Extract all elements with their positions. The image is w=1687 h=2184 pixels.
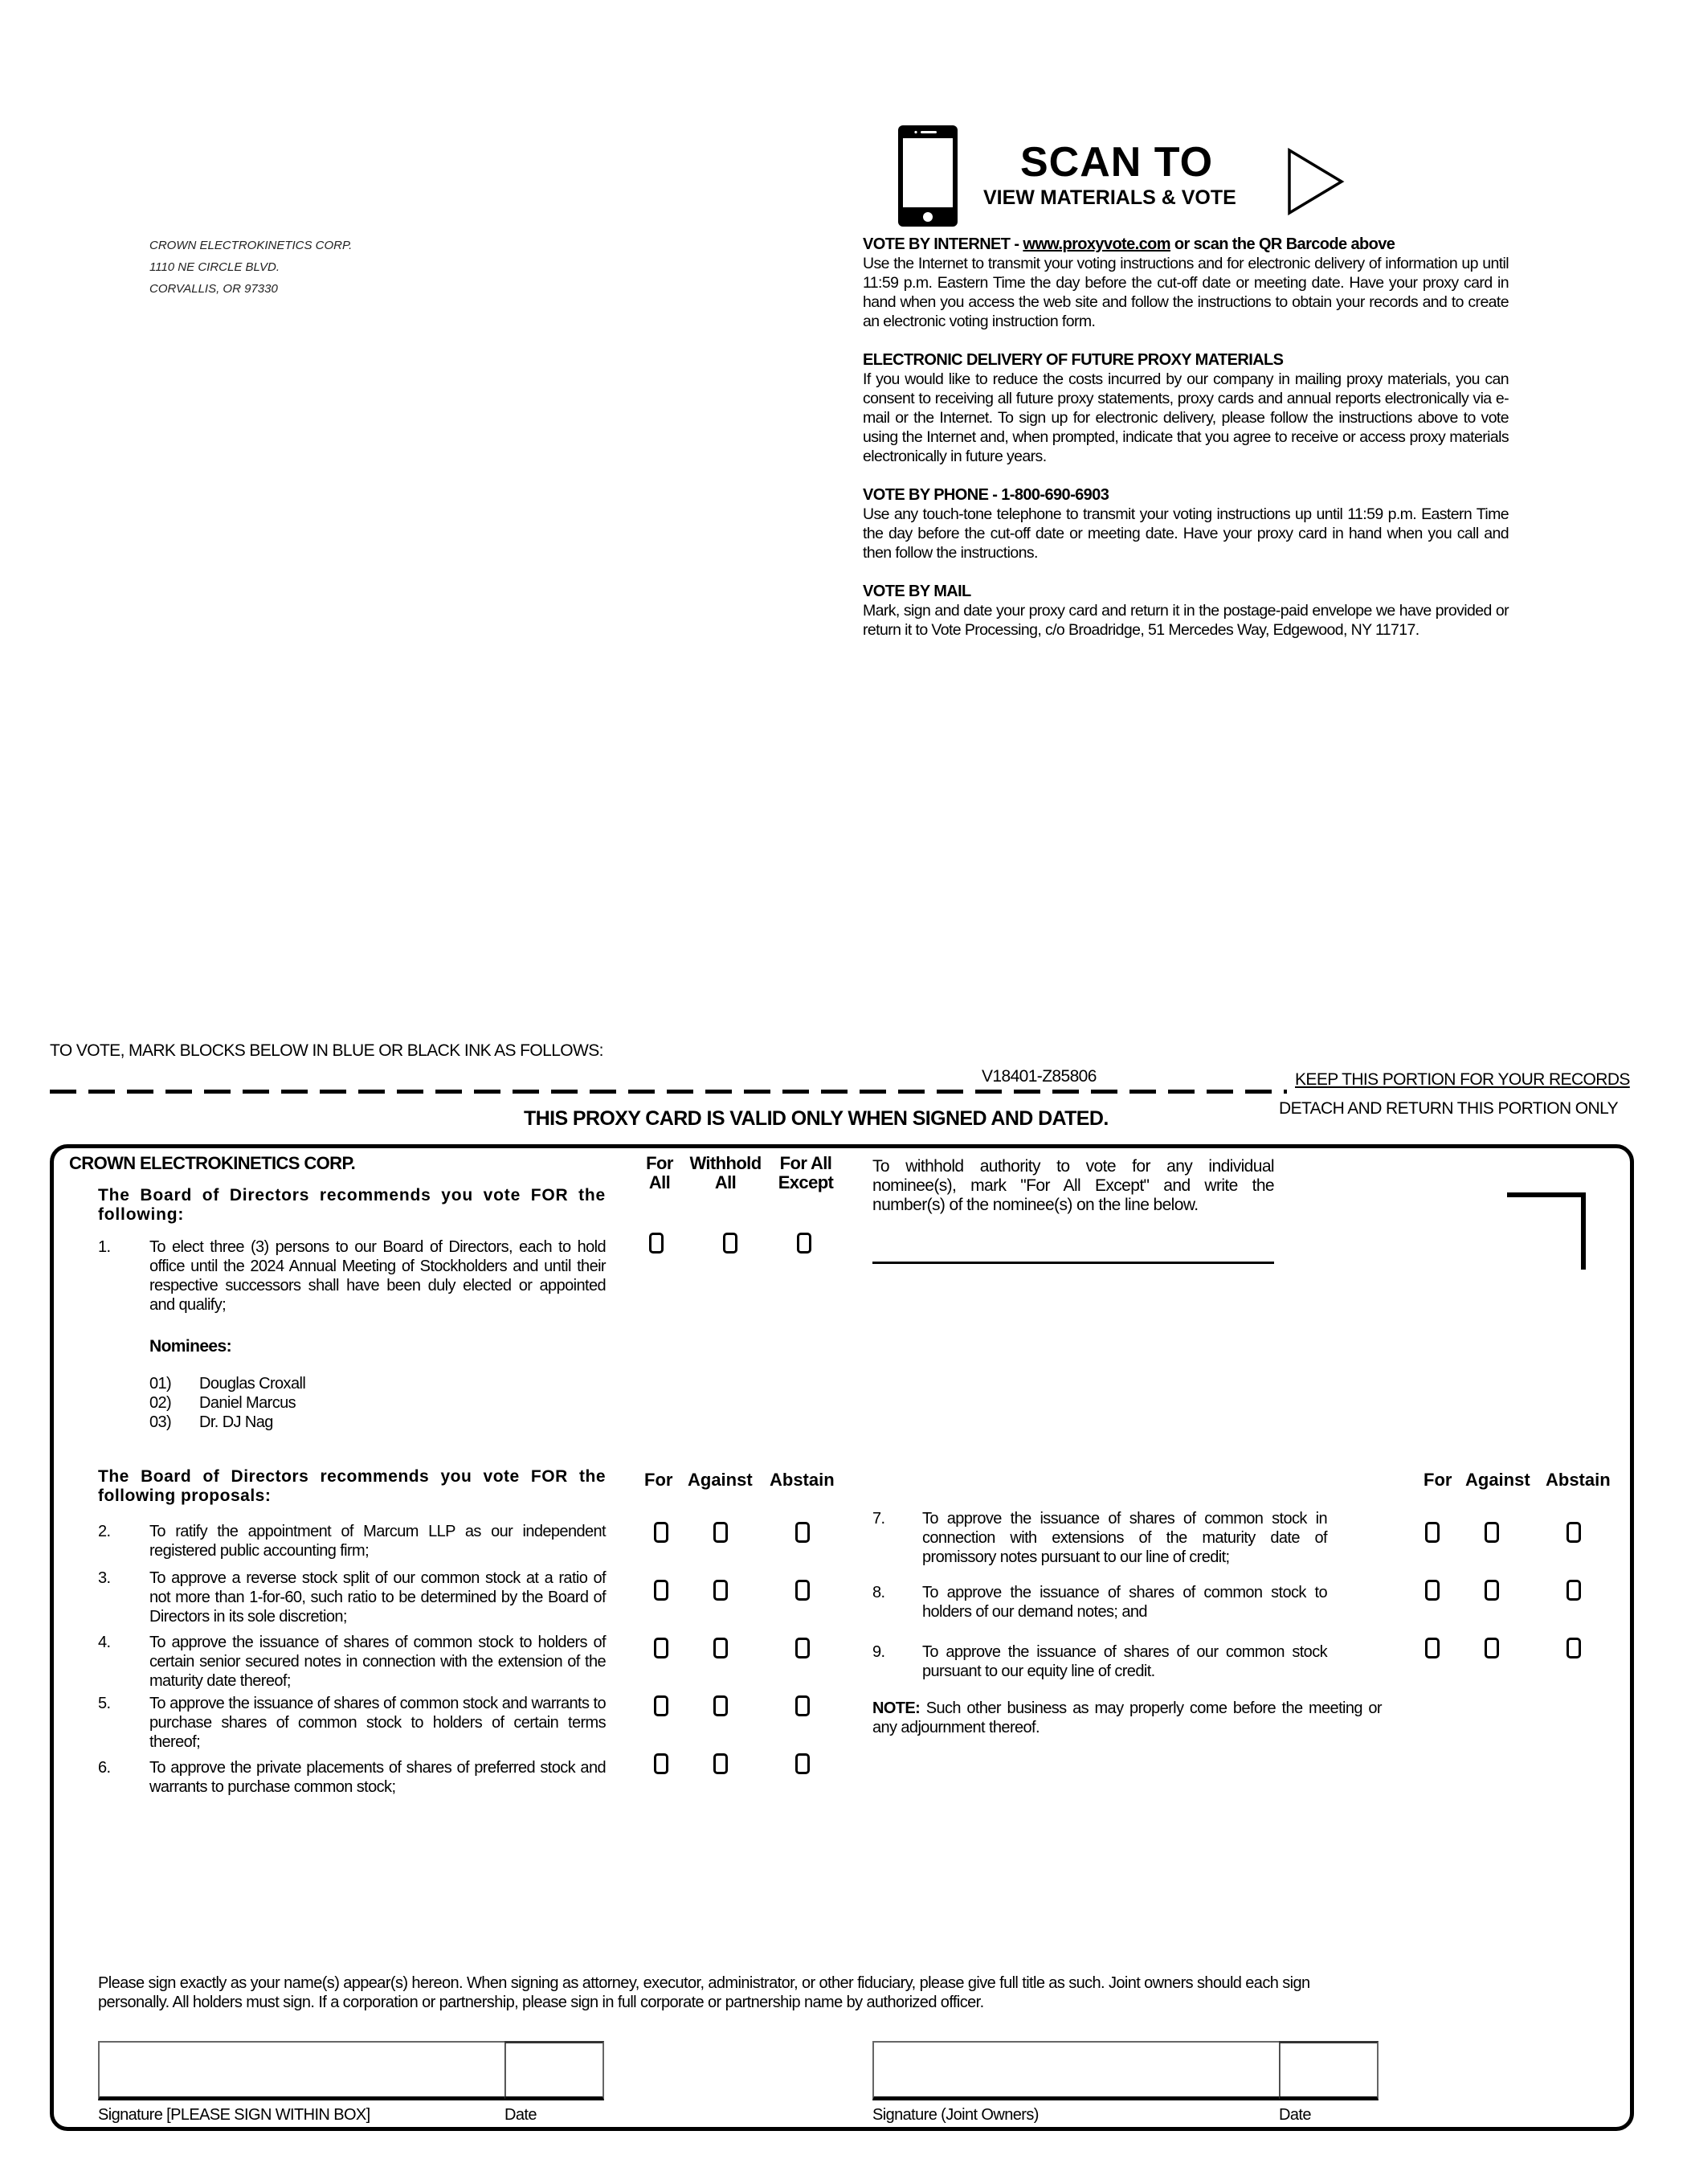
return-address-line: 1110 NE CIRCLE BLVD. [149, 260, 280, 274]
corner-registration-mark [1507, 1192, 1586, 1270]
column-header-abstain: Abstain [770, 1470, 835, 1490]
return-address-line: CORVALLIS, OR 97330 [149, 282, 278, 296]
column-header-withhold-all: Withhold All [689, 1153, 762, 1192]
checkbox-proposal-5-abstain[interactable] [795, 1695, 810, 1716]
joint-signature-box[interactable] [872, 2041, 1281, 2100]
checkbox-proposal-9-abstain[interactable] [1566, 1638, 1581, 1658]
vote-by-phone-body: Use any touch-tone telephone to transmit your voting instructions up until 11:59 p.m. Eastern Time the day before the cut-off date or meeting date. Have your proxy card in hand when you call and then follow the instructions. [863, 505, 1509, 562]
vote-by-mail-body: Mark, sign and date your proxy card and return it in the postage-paid envelope we have provided or return it to Vote Processing, c/o Broadridge, 51 Mercedes Way, Edgewood, NY 11717. [863, 602, 1509, 639]
checkbox-proposal-4-for[interactable] [654, 1638, 668, 1658]
checkbox-proposal-2-abstain[interactable] [795, 1522, 810, 1543]
valid-notice: THIS PROXY CARD IS VALID ONLY WHEN SIGNED AND DATED. [524, 1107, 1109, 1130]
perforation-line [50, 1090, 1287, 1094]
checkbox-proposal-4-abstain[interactable] [795, 1638, 810, 1658]
return-address-line: CROWN ELECTROKINETICS CORP. [149, 239, 353, 252]
electronic-delivery-heading: ELECTRONIC DELIVERY OF FUTURE PROXY MATERIALS [863, 351, 1284, 369]
checkbox-proposal-6-against[interactable] [713, 1753, 728, 1774]
checkbox-proposal-7-abstain[interactable] [1566, 1522, 1581, 1543]
return-address [149, 235, 352, 300]
other-business-note: NOTE: Such other business as may properly come before the meeting or any adjournment thereof. [872, 1699, 1382, 1736]
proxyvote-link[interactable]: www.proxyvote.com [1023, 235, 1170, 253]
vote-by-internet-body: Use the Internet to transmit your voting instructions and for electronic delivery of information up until 11:59 p.m. Eastern Time the day before the cut-off date or meeting date. Have your proxy card in hand when you access the web site and follow the instructions to obtain your records and to create an electronic voting instruction form. [863, 255, 1509, 330]
detach-return-label: DETACH AND RETURN THIS PORTION ONLY [1279, 1099, 1618, 1118]
date-label: Date [504, 2106, 537, 2124]
checkbox-proposal-3-against[interactable] [713, 1580, 728, 1601]
column-header-against: Against [688, 1470, 753, 1490]
checkbox-withhold-all[interactable] [723, 1233, 737, 1254]
withhold-instructions: To withhold authority to vote for any individual nominee(s), mark "For All Except" and write the number(s) of the nominee(s) on the line below. [872, 1157, 1274, 1214]
signature-label: Signature [PLEASE SIGN WITHIN BOX] [98, 2106, 370, 2124]
voting-instructions [863, 235, 1509, 659]
election-item-number: 1. [98, 1238, 111, 1256]
play-triangle-icon [1287, 148, 1345, 215]
checkbox-proposal-3-abstain[interactable] [795, 1580, 810, 1601]
nominee-item: 03) Dr. DJ Nag [149, 1413, 273, 1431]
checkbox-proposal-6-abstain[interactable] [795, 1753, 810, 1774]
checkbox-proposal-4-against[interactable] [713, 1638, 728, 1658]
joint-signature-label: Signature (Joint Owners) [872, 2106, 1039, 2124]
nominees-label: Nominees: [149, 1337, 231, 1356]
date-box[interactable] [504, 2041, 604, 2100]
checkbox-proposal-2-against[interactable] [713, 1522, 728, 1543]
checkbox-proposal-5-for[interactable] [654, 1695, 668, 1716]
checkbox-proposal-7-for[interactable] [1425, 1522, 1440, 1543]
checkbox-for-all-except[interactable] [797, 1233, 811, 1254]
column-header-against-right: Against [1465, 1470, 1530, 1490]
checkbox-for-all[interactable] [649, 1233, 664, 1254]
election-recommendation: The Board of Directors recommends you vote FOR the following: [98, 1186, 606, 1224]
keep-portion-label: KEEP THIS PORTION FOR YOUR RECORDS [1295, 1070, 1630, 1089]
smartphone-icon [898, 125, 958, 227]
checkbox-proposal-6-for[interactable] [654, 1753, 668, 1774]
joint-date-label: Date [1279, 2106, 1311, 2124]
column-header-for-all-except: For All Except [778, 1153, 834, 1192]
vote-by-phone-heading: VOTE BY PHONE - 1-800-690-6903 [863, 486, 1109, 504]
checkbox-proposal-7-against[interactable] [1485, 1522, 1499, 1543]
vote-by-internet-heading: VOTE BY INTERNET - www.proxyvote.com or scan the QR Barcode above [863, 235, 1395, 253]
signature-box[interactable] [98, 2041, 506, 2100]
scan-subtitle: VIEW MATERIALS & VOTE [983, 186, 1236, 209]
proposals-recommendation: The Board of Directors recommends you vote FOR the following proposals: [98, 1467, 606, 1505]
column-header-abstain-right: Abstain [1546, 1470, 1611, 1490]
nominee-exception-line[interactable] [872, 1262, 1274, 1264]
column-header-for-right: For [1424, 1470, 1452, 1490]
column-header-for-all: For All [646, 1153, 673, 1192]
vote-by-mail-heading: VOTE BY MAIL [863, 583, 971, 600]
nominee-list [149, 1374, 305, 1432]
checkbox-proposal-8-for[interactable] [1425, 1580, 1440, 1601]
signing-instructions: Please sign exactly as your name(s) appear(s) hereon. When signing as attorney, executor, administrator, or other fiduciary, please give full title as such. Joint owners should each sign personally. All holders must sign. If a corporation or partnership, please sign in full corporate or partnership name by authorized officer. [98, 1974, 1310, 2011]
nominee-item: 01) Douglas Croxall [149, 1375, 306, 1393]
checkbox-proposal-5-against[interactable] [713, 1695, 728, 1716]
column-header-for: For [644, 1470, 673, 1490]
nominee-item: 02) Daniel Marcus [149, 1394, 296, 1412]
checkbox-proposal-8-abstain[interactable] [1566, 1580, 1581, 1601]
checkbox-proposal-9-for[interactable] [1425, 1638, 1440, 1658]
scan-title: SCAN TO [1020, 139, 1214, 186]
control-number: V18401-Z85806 [982, 1067, 1097, 1086]
card-company-name: CROWN ELECTROKINETICS CORP. [69, 1153, 356, 1173]
electronic-delivery-body: If you would like to reduce the costs incurred by our company in mailing proxy materials, you can consent to receiving all future proxy statements, proxy cards and annual reports electronically via e-mail or the Internet. To sign up for electronic delivery, please follow the instructions above to vote using the Internet and, when prompted, indicate that you agree to receive or access proxy materials electronically in future years. [863, 370, 1509, 465]
checkbox-proposal-9-against[interactable] [1485, 1638, 1499, 1658]
checkbox-proposal-2-for[interactable] [654, 1522, 668, 1543]
election-item-text: To elect three (3) persons to our Board of Directors, each to hold office until the 2024 Annual Meeting of Stockholders and until their respective successors shall have been duly elected or appointed and qualify; [149, 1238, 606, 1314]
checkbox-proposal-8-against[interactable] [1485, 1580, 1499, 1601]
joint-date-box[interactable] [1279, 2041, 1379, 2100]
checkbox-proposal-3-for[interactable] [654, 1580, 668, 1601]
marking-instructions: TO VOTE, MARK BLOCKS BELOW IN BLUE OR BLACK INK AS FOLLOWS: [50, 1041, 603, 1060]
